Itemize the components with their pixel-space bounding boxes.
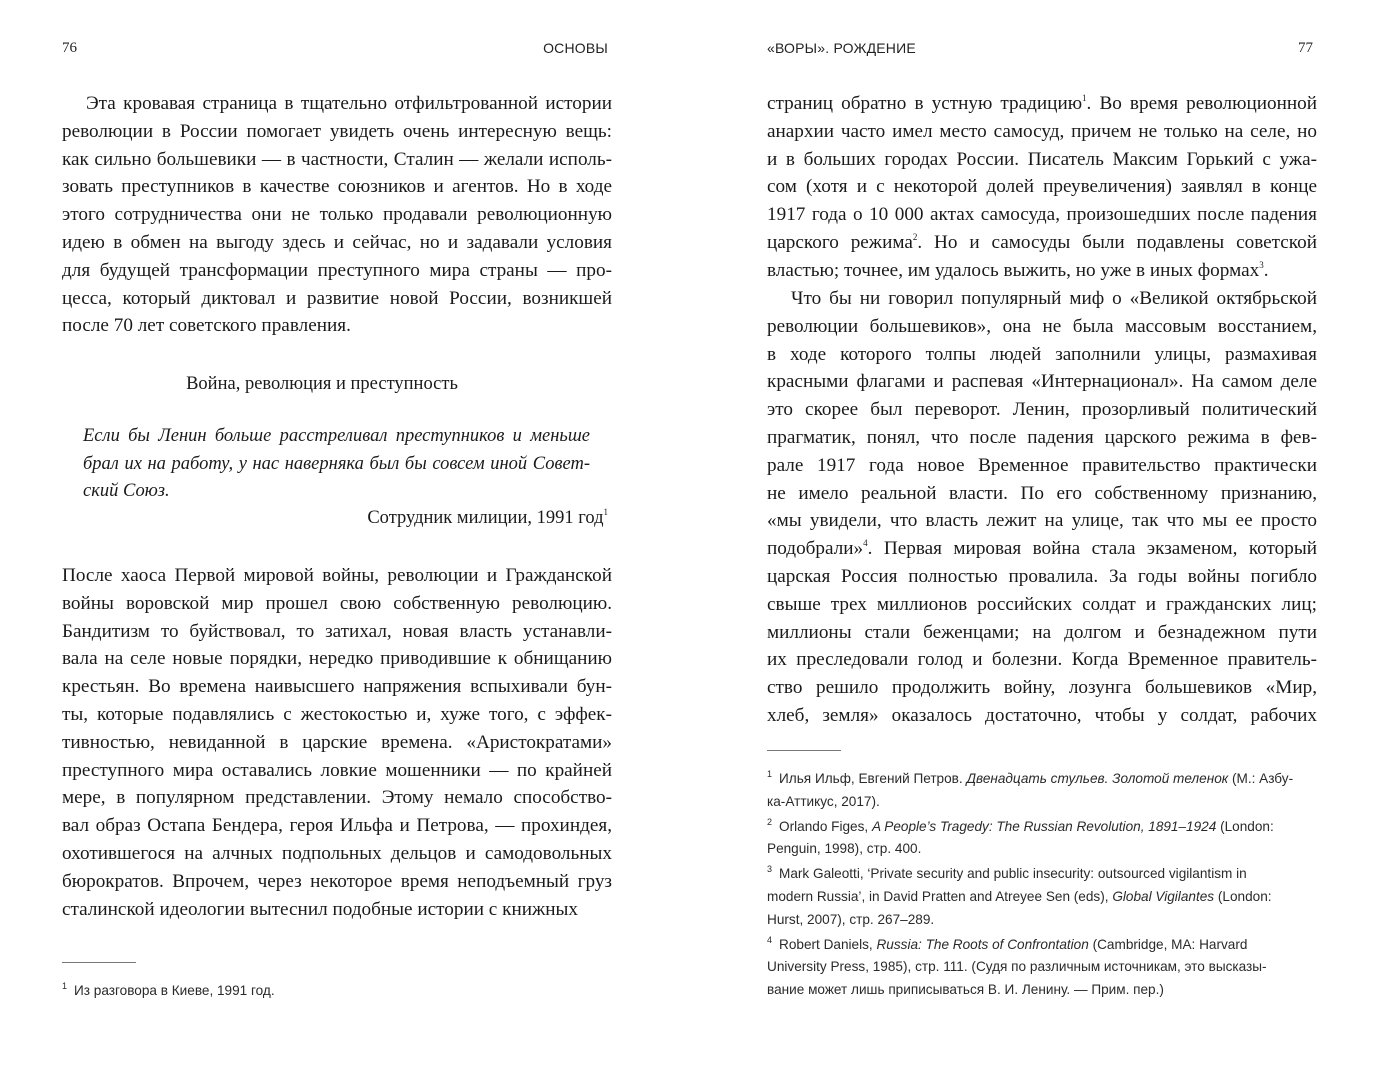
footnote [767, 863, 1322, 931]
text-run: анархии часто имел место самосуд, причем не только на селе, но [767, 120, 1317, 142]
text-line: мере, в популярном представлении. Этому немало способство- [62, 787, 612, 809]
text-line [767, 480, 1317, 508]
text-run: сом (хотя и с некоторой долей преувеличения) заявлял в конце [767, 176, 1317, 198]
epigraph-line: Если бы Ленин больше расстреливал преступников и меньше [83, 426, 590, 446]
text-line [767, 229, 1317, 257]
epigraph-line: брал их на работу, у нас наверняка был бы совсем иной Совет- [83, 453, 590, 474]
text-line: вала на селе новые порядки, нередко приводившие к обнищанию [62, 648, 612, 670]
text-line: тивностью, невиданной в царские времена. «Аристократами» [62, 731, 612, 753]
body-paragraph [767, 285, 1317, 730]
footnote-text: ка-Аттикус, 2017). [767, 793, 880, 809]
epigraph-attribution [367, 508, 608, 529]
text-run: хлеб, земля» оказалось достаточно, чтобы у солдат, рабочих [767, 704, 1317, 726]
citation-title: Двенадцать стульев. Золотой теленок [966, 771, 1229, 786]
text-line [767, 619, 1317, 647]
text-run: не имело реальной власти. По его собственному признанию, [767, 482, 1317, 504]
text-line [767, 535, 1317, 563]
footnote-line [767, 886, 1322, 909]
footnote-text: (М.: Азбу- [1228, 771, 1294, 786]
text-line: идею в обмен на выгоду здесь и сейчас, но и задавали условия [62, 231, 612, 253]
footnote [62, 980, 612, 1003]
text-line: зовать преступников в качестве союзников и агентов. Но в ходе [62, 176, 612, 198]
text-line: охотившегося на алчных подпольных дельцов и самодовольных [62, 842, 612, 864]
text-line: для будущей трансформации преступного мира страны — про- [62, 259, 612, 281]
footnote-ref[interactable]: 2 [912, 231, 918, 242]
left-page [0, 0, 692, 1080]
footnote-number: 1 [767, 769, 773, 779]
text-line: как сильно большевики — в частности, Сталин — желали исполь- [62, 148, 612, 170]
text-line [767, 674, 1317, 702]
footnote-ref[interactable]: 1 [603, 507, 608, 517]
text-line: Эта кровавая страница в тщательно отфильтрованной истории [86, 93, 612, 114]
epigraph-line: ский Союз. [83, 481, 170, 502]
text-line [767, 118, 1317, 146]
text-line [767, 396, 1317, 424]
text-line [767, 563, 1317, 591]
text-run: царского режима [767, 231, 913, 253]
text-line: этого сотрудничества они не только продавали революционную [62, 204, 612, 226]
footnote-text: University Press, 1985), стр. 111. (Судя по различным источникам, это высказы- [767, 959, 1267, 975]
text-run: «мы увидели, что власть лежит на улице, так что мы ее просто [767, 510, 1317, 532]
text-run: рале 1917 года новое Временное правительство практически [767, 454, 1317, 476]
footnote-number: 2 [767, 816, 773, 827]
text-line: После хаоса Первой мировой войны, революции и Гражданской [62, 565, 612, 586]
footnote-number: 4 [767, 934, 773, 945]
text-line: преступного мира оставались ловкие мошенники — по крайней [62, 759, 612, 781]
footnote-text: (Cambridge, MA: Harvard [1088, 936, 1248, 952]
text-line [767, 424, 1317, 452]
text-line: вал образ Остапа Бендера, героя Ильфа и Петрова, — прохиндея, [62, 815, 612, 837]
text-line [767, 507, 1317, 535]
page-number-right: 77 [1298, 40, 1313, 56]
footnote-rule [62, 962, 136, 963]
footnote-text: Из разговора в Киеве, 1991 год. [74, 983, 275, 998]
text-run: 1917 года о 10 000 актах самосуда, произошедших после падения [767, 204, 1317, 226]
footnote-line [767, 979, 1322, 1002]
footnote-text: Mark Galeotti, ‘Private security and public insecurity: outsourced vigilantism in [779, 866, 1247, 882]
text-line: ты, которые подавлялись с жестокостью и, хуже того, с эффек- [62, 703, 612, 725]
footnote-text: Илья Ильф, Евгений Петров. [779, 771, 967, 786]
footnote-number: 1 [62, 981, 68, 991]
footnotes [62, 980, 612, 1005]
footnote-text: Robert Daniels, [779, 936, 877, 952]
epigraph [83, 423, 590, 506]
text-run: царская Россия полностью провалила. За годы войны погибло [767, 565, 1317, 587]
text-line [767, 591, 1317, 619]
text-run: страниц обратно в устную традицию [767, 93, 1083, 114]
running-head-left: ОСНОВЫ [543, 40, 608, 56]
footnote-line [767, 791, 1322, 814]
text-line [767, 285, 1317, 313]
body-paragraph [767, 90, 1317, 285]
page-number-left: 76 [62, 40, 77, 56]
footnote-text: (London: [1214, 888, 1272, 904]
footnote-ref[interactable]: 3 [1259, 259, 1264, 270]
text-line [767, 313, 1317, 341]
text-line [767, 146, 1317, 174]
text-run: это скорее был переворот. Ленин, прозорливый политический [767, 399, 1317, 421]
text-run: в ходе которого толпы людей заполнили улицы, размахивая [767, 343, 1317, 365]
text-line [767, 702, 1317, 730]
footnote-ref[interactable]: 4 [863, 538, 868, 549]
section-heading: Война, революция и преступность [186, 374, 458, 394]
text-line: бюрократов. Впрочем, через некоторое время неподъемный груз [62, 870, 612, 892]
text-line: после 70 лет советского правления. [62, 315, 351, 337]
text-line [767, 173, 1317, 201]
footnote-text: вание может лишь приписываться В. И. Ленину. — Прим. пер.) [767, 982, 1164, 998]
citation-title: A People’s Tragedy: The Russian Revolution, 1891–1924 [871, 818, 1217, 834]
footnote [767, 934, 1322, 1002]
footnote-text: Hurst, 2007), стр. 267–289. [767, 911, 935, 927]
text-line: крестьян. Во времена наивысшего напряжения вспыхивали бун- [62, 676, 612, 698]
text-line: революции в России помогает увидеть очень интересную вещь: [62, 120, 612, 142]
text-line [767, 341, 1317, 369]
running-head-right: «ВОРЫ». РОЖДЕНИЕ [767, 40, 916, 56]
text-line [767, 257, 1317, 285]
text-line [767, 368, 1317, 396]
footnote-text: (London: [1216, 818, 1274, 834]
footnote-text: Orlando Figes, [779, 818, 872, 834]
text-run: прагматик, понял, что после падения царского режима в фев- [767, 426, 1317, 448]
text-run: красными флагами и распевая «Интернационал». На самом деле [767, 371, 1317, 393]
footnote-line [767, 909, 1322, 932]
text-line [767, 452, 1317, 480]
footnote [767, 768, 1322, 814]
text-run: . Первая мировая война стала экзаменом, который [867, 538, 1317, 560]
footnote-text: Penguin, 1998), стр. 400. [767, 841, 922, 857]
text-line: войны воровской мир прошел свою собственную революцию. [62, 592, 612, 614]
citation-title: Global Vigilantes [1112, 888, 1215, 904]
footnote-line [767, 838, 1322, 861]
text-run: . Но и самосуды были подавлены советской [917, 231, 1317, 253]
text-run: миллионы стали беженцами; на долгом и безнадежном пути [767, 621, 1317, 643]
text-line: цесса, который диктовал и развитие новой России, возникшей [62, 287, 612, 309]
footnote-text: modern Russia’, in David Pratten and Atreyee Sen (eds), [767, 888, 1113, 904]
footnote-line [767, 934, 1322, 957]
body-paragraph [62, 562, 612, 923]
footnote [767, 816, 1322, 862]
footnote-line [767, 768, 1322, 791]
text-run: . [1263, 259, 1269, 281]
footnote-rule [767, 750, 841, 751]
attribution-text: Сотрудник милиции, 1991 год [367, 508, 604, 528]
text-line: Бандитизм то буйствовал, то затихал, новая власть устанавли- [62, 620, 612, 642]
text-run: подобрали» [767, 538, 864, 560]
text-run: Что бы ни говорил популярный миф о «Великой октябрьской [791, 288, 1317, 309]
text-line [767, 201, 1317, 229]
text-line: сталинской идеологии вытеснил подобные истории с книжных [62, 898, 578, 920]
footnote-number: 3 [767, 864, 773, 875]
text-run: ство решило продолжить войну, лозунга большевиков «Мир, [767, 677, 1317, 699]
text-line [767, 90, 1317, 118]
text-run: властью; точнее, им удалось выжить, но уже в иных формах [767, 259, 1260, 281]
text-run: их преследовали голод и болезни. Когда Временное правитель- [767, 649, 1317, 671]
text-run: революции большевиков», она не была массовым восстанием, [767, 315, 1317, 337]
footnote-line [767, 863, 1322, 886]
citation-title: Russia: The Roots of Confrontation [876, 936, 1089, 952]
text-run: . Во время революционной [1086, 93, 1317, 114]
footnote-line [767, 956, 1322, 979]
footnote-line [767, 816, 1322, 839]
footnote-ref[interactable]: 1 [1082, 93, 1087, 103]
right-page [693, 0, 1385, 1080]
text-run: свыше трех миллионов российских солдат и гражданских лиц; [767, 593, 1317, 615]
body-paragraph [62, 90, 612, 340]
footnotes [767, 768, 1322, 1004]
text-line [767, 646, 1317, 674]
text-run: и в больших городах России. Писатель Максим Горький с ужа- [767, 148, 1317, 170]
